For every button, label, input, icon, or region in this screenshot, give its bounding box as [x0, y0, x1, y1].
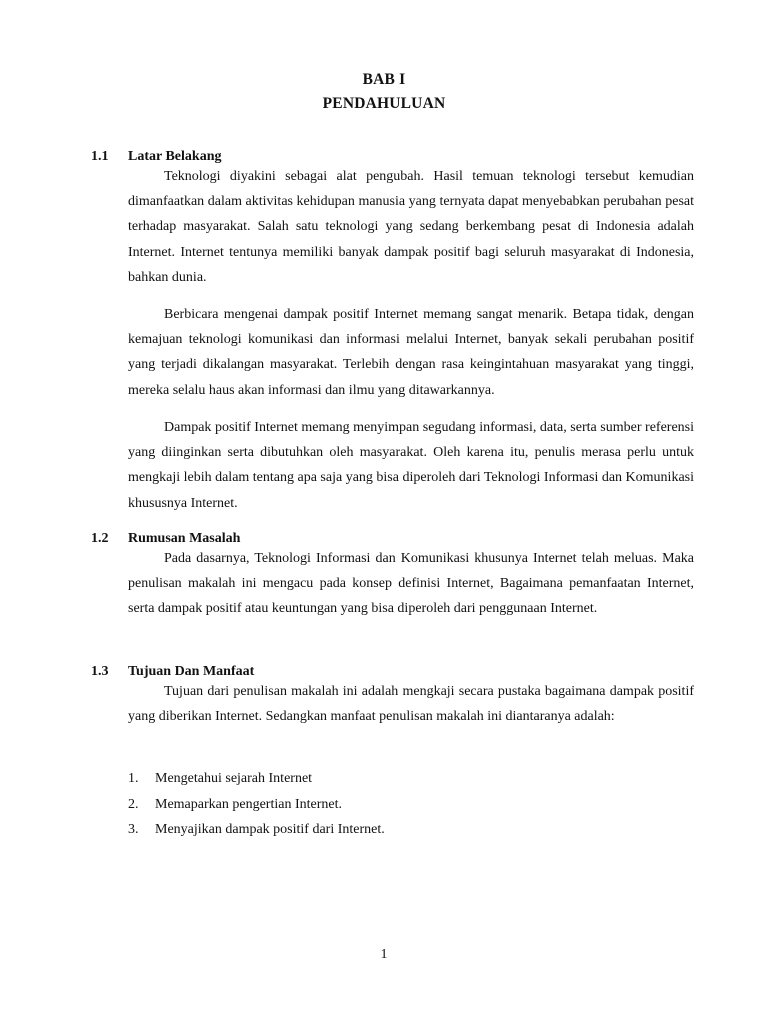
paragraph: Berbicara mengenai dampak positif Internet memang sangat menarik. Betapa tidak, dengan kemajuan teknologi komunikasi dan informasi melalui Internet, banyak sekali perubahan positif yang terjadi dikalangan masyarakat. Terlebih dengan rasa keingintahuan masyarakat yang tinggi, mereka selalu haus akan informasi dan ilmu yang ditawarkannya. — [128, 307, 694, 398]
list-item-text: Menyajikan dampak positif dari Internet. — [155, 822, 385, 838]
list-marker: 2. — [128, 796, 139, 812]
list-item — [128, 817, 694, 843]
list-item-text: Mengetahui sejarah Internet — [155, 771, 313, 786]
benefits-list — [128, 766, 694, 843]
paragraph: Pada dasarnya, Teknologi Informasi dan Komunikasi khusunya Internet telah meluas. Maka penulisan makalah ini mengacu pada konsep definisi Internet, Bagaimana pemanfaatan Internet, serta dampak positif atau keuntungan yang bisa diperoleh dari penggunaan Internet. — [128, 551, 694, 617]
paragraph: Dampak positif Internet memang menyimpan segudang informasi, data, serta sumber referensi yang diinginkan serta dibutuhkan oleh masyarakat. Oleh karena itu, penulis merasa perlu untuk mengkaji lebih dalam tentang apa saja yang bisa diperoleh dari Teknologi Informasi dan Komunikasi khususnya Internet. — [128, 420, 694, 511]
page-number: 1 — [380, 947, 388, 962]
list-item — [128, 792, 694, 818]
chapter-heading — [0, 68, 768, 116]
section-number: 1.1 — [91, 149, 109, 164]
section-number: 1.3 — [91, 664, 109, 679]
chapter-label: BAB I — [362, 71, 406, 88]
paragraph: Tujuan dari penulisan makalah ini adalah mengkaji secara pustaka bagaimana dampak positif yang diberikan Internet. Sedangkan manfaat penulisan makalah ini diantaranya adalah: — [128, 684, 694, 725]
section-title: Latar Belakang — [128, 149, 222, 164]
section-title: Rumusan Masalah — [128, 531, 241, 546]
list-item-text: Memaparkan pengertian Internet. — [155, 796, 342, 812]
paragraph: Teknologi diyakini sebagai alat pengubah. Hasil temuan teknologi tersebut kemudian dimanfaatkan dalam aktivitas kehidupan manusia yang ternyata dapat menyebabkan perubahan pesat terhadap masyarakat. Salah satu teknologi yang sedang berkembang pesat di Indonesia adalah Internet. Internet tentunya memiliki banyak dampak positif bagi seluruh masyarakat di Indonesia, bahkan dunia. — [128, 169, 694, 285]
list-marker: 1. — [128, 771, 139, 786]
list-item — [128, 766, 694, 792]
list-marker: 3. — [128, 822, 139, 838]
section-title: Tujuan Dan Manfaat — [128, 664, 255, 679]
chapter-title: PENDAHULUAN — [322, 95, 446, 112]
section-number: 1.2 — [91, 531, 109, 546]
